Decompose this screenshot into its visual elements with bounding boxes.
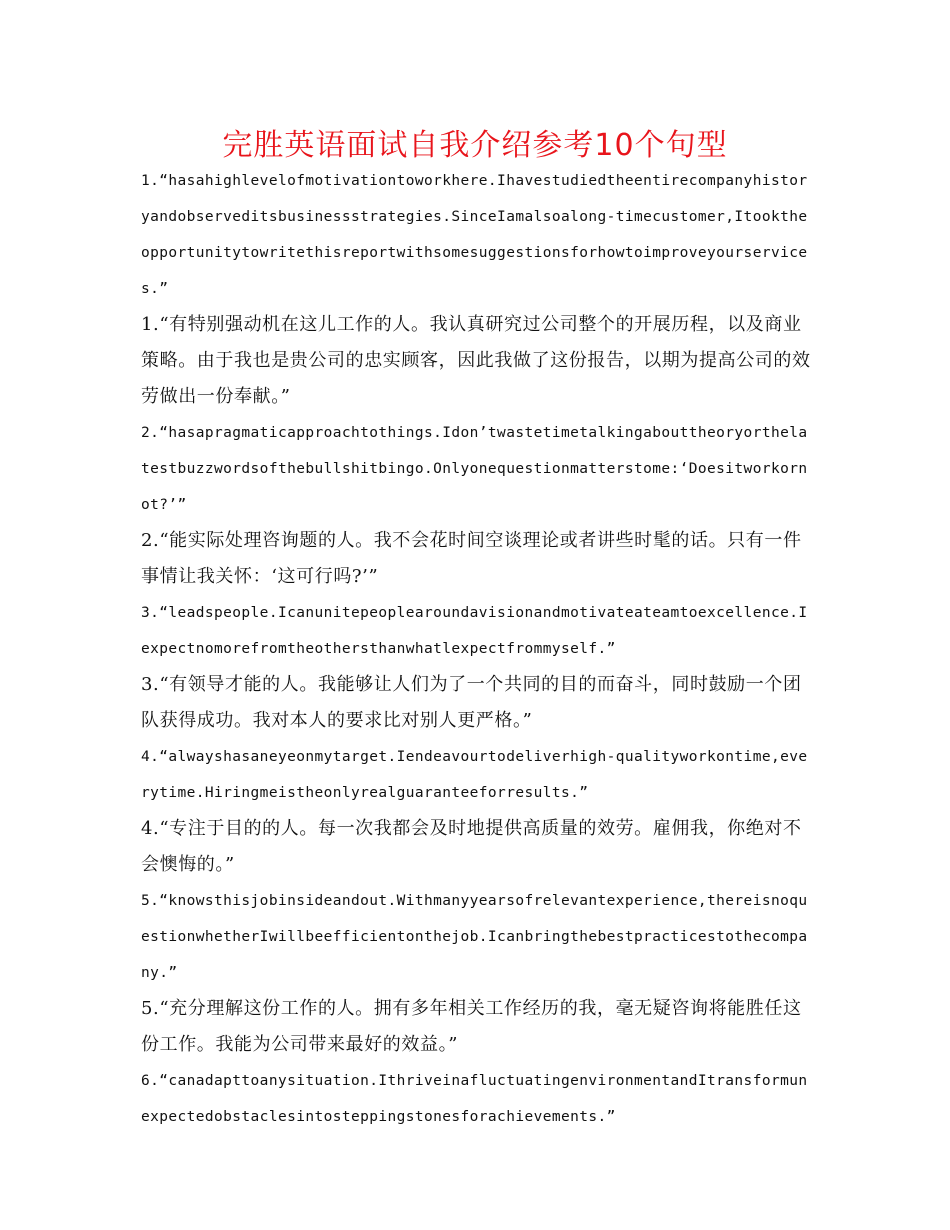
- paragraph-3-zh: 3.“有领导才能的人。我能够让人们为了一个共同的目的而奋斗，同时鼓励一个团队获得成功。我对本人的要求比对别人更严格。”: [141, 674, 802, 731]
- paragraph-2-en: 2.“hasapragmaticapproachtothings.Idon’twastetimetalkingabouttheoryorthelatestbuzzwordsofthebullshitbingo.Onlyonequestionmatterstome:‘Doesitworkornot?’”: [141, 425, 808, 513]
- document-title: 完胜英语面试自我介绍参考10个句型: [222, 128, 728, 163]
- paragraph-4-zh: 4.“专注于目的的人。每一次我都会及时地提供高质量的效劳。雇佣我，你绝对不会懊悔的。”: [141, 818, 802, 875]
- paragraph-2-zh: 2.“能实际处理咨询题的人。我不会花时间空谈理论或者讲些时髦的话。只有一件事情让我关怀：‘这可行吗?’”: [141, 530, 802, 587]
- paragraph-1-en: 1.“hasahighlevelofmotivationtoworkhere.Ihavestudiedtheentirecompanyhistoryandobserveditsbusinessstrategies.SinceIamalsoalong-timecustomer,Itooktheopportunitytowritethisreportwithsomesuggestionsforhowtoimproveyourservices.”: [141, 173, 808, 297]
- paragraph-3-en: 3.“leadspeople.Icanunitepeoplearoundavisionandmotivateateamtoexcellence.Iexpectnomorefromtheothersthanwhatlexpectfrommyself.”: [141, 605, 808, 657]
- paragraph-5-zh: 5.“充分理解这份工作的人。拥有多年相关工作经历的我，毫无疑咨询将能胜任这份工作。我能为公司带来最好的效益。”: [141, 998, 802, 1055]
- paragraph-5-en: 5.“knowsthisjobinsideandout.Withmanyyearsofrelevantexperience,thereisnoquestionwhetherIwillbeefficientonthejob.Icanbringthebestpracticestothecompany.”: [141, 893, 808, 981]
- paragraph-6-en: 6.“canadapttoanysituation.IthriveinafluctuatingenvironmentandItransformunexpectedobstaclesintosteppingstonesforachievements.”: [141, 1073, 808, 1125]
- paragraph-1-zh: 1.“有特别强动机在这儿工作的人。我认真研究过公司整个的开展历程，以及商业策略。由于我也是贵公司的忠实顾客，因此我做了这份报告，以期为提高公司的效劳做出一份奉献。”: [141, 314, 811, 407]
- paragraph-4-en: 4.“alwayshasaneyeonmytarget.Iendeavourtodeliverhigh-qualityworkontime,everytime.Hiringmeistheonlyrealguaranteeforresults.”: [141, 749, 808, 801]
- document-body: [141, 163, 813, 1135]
